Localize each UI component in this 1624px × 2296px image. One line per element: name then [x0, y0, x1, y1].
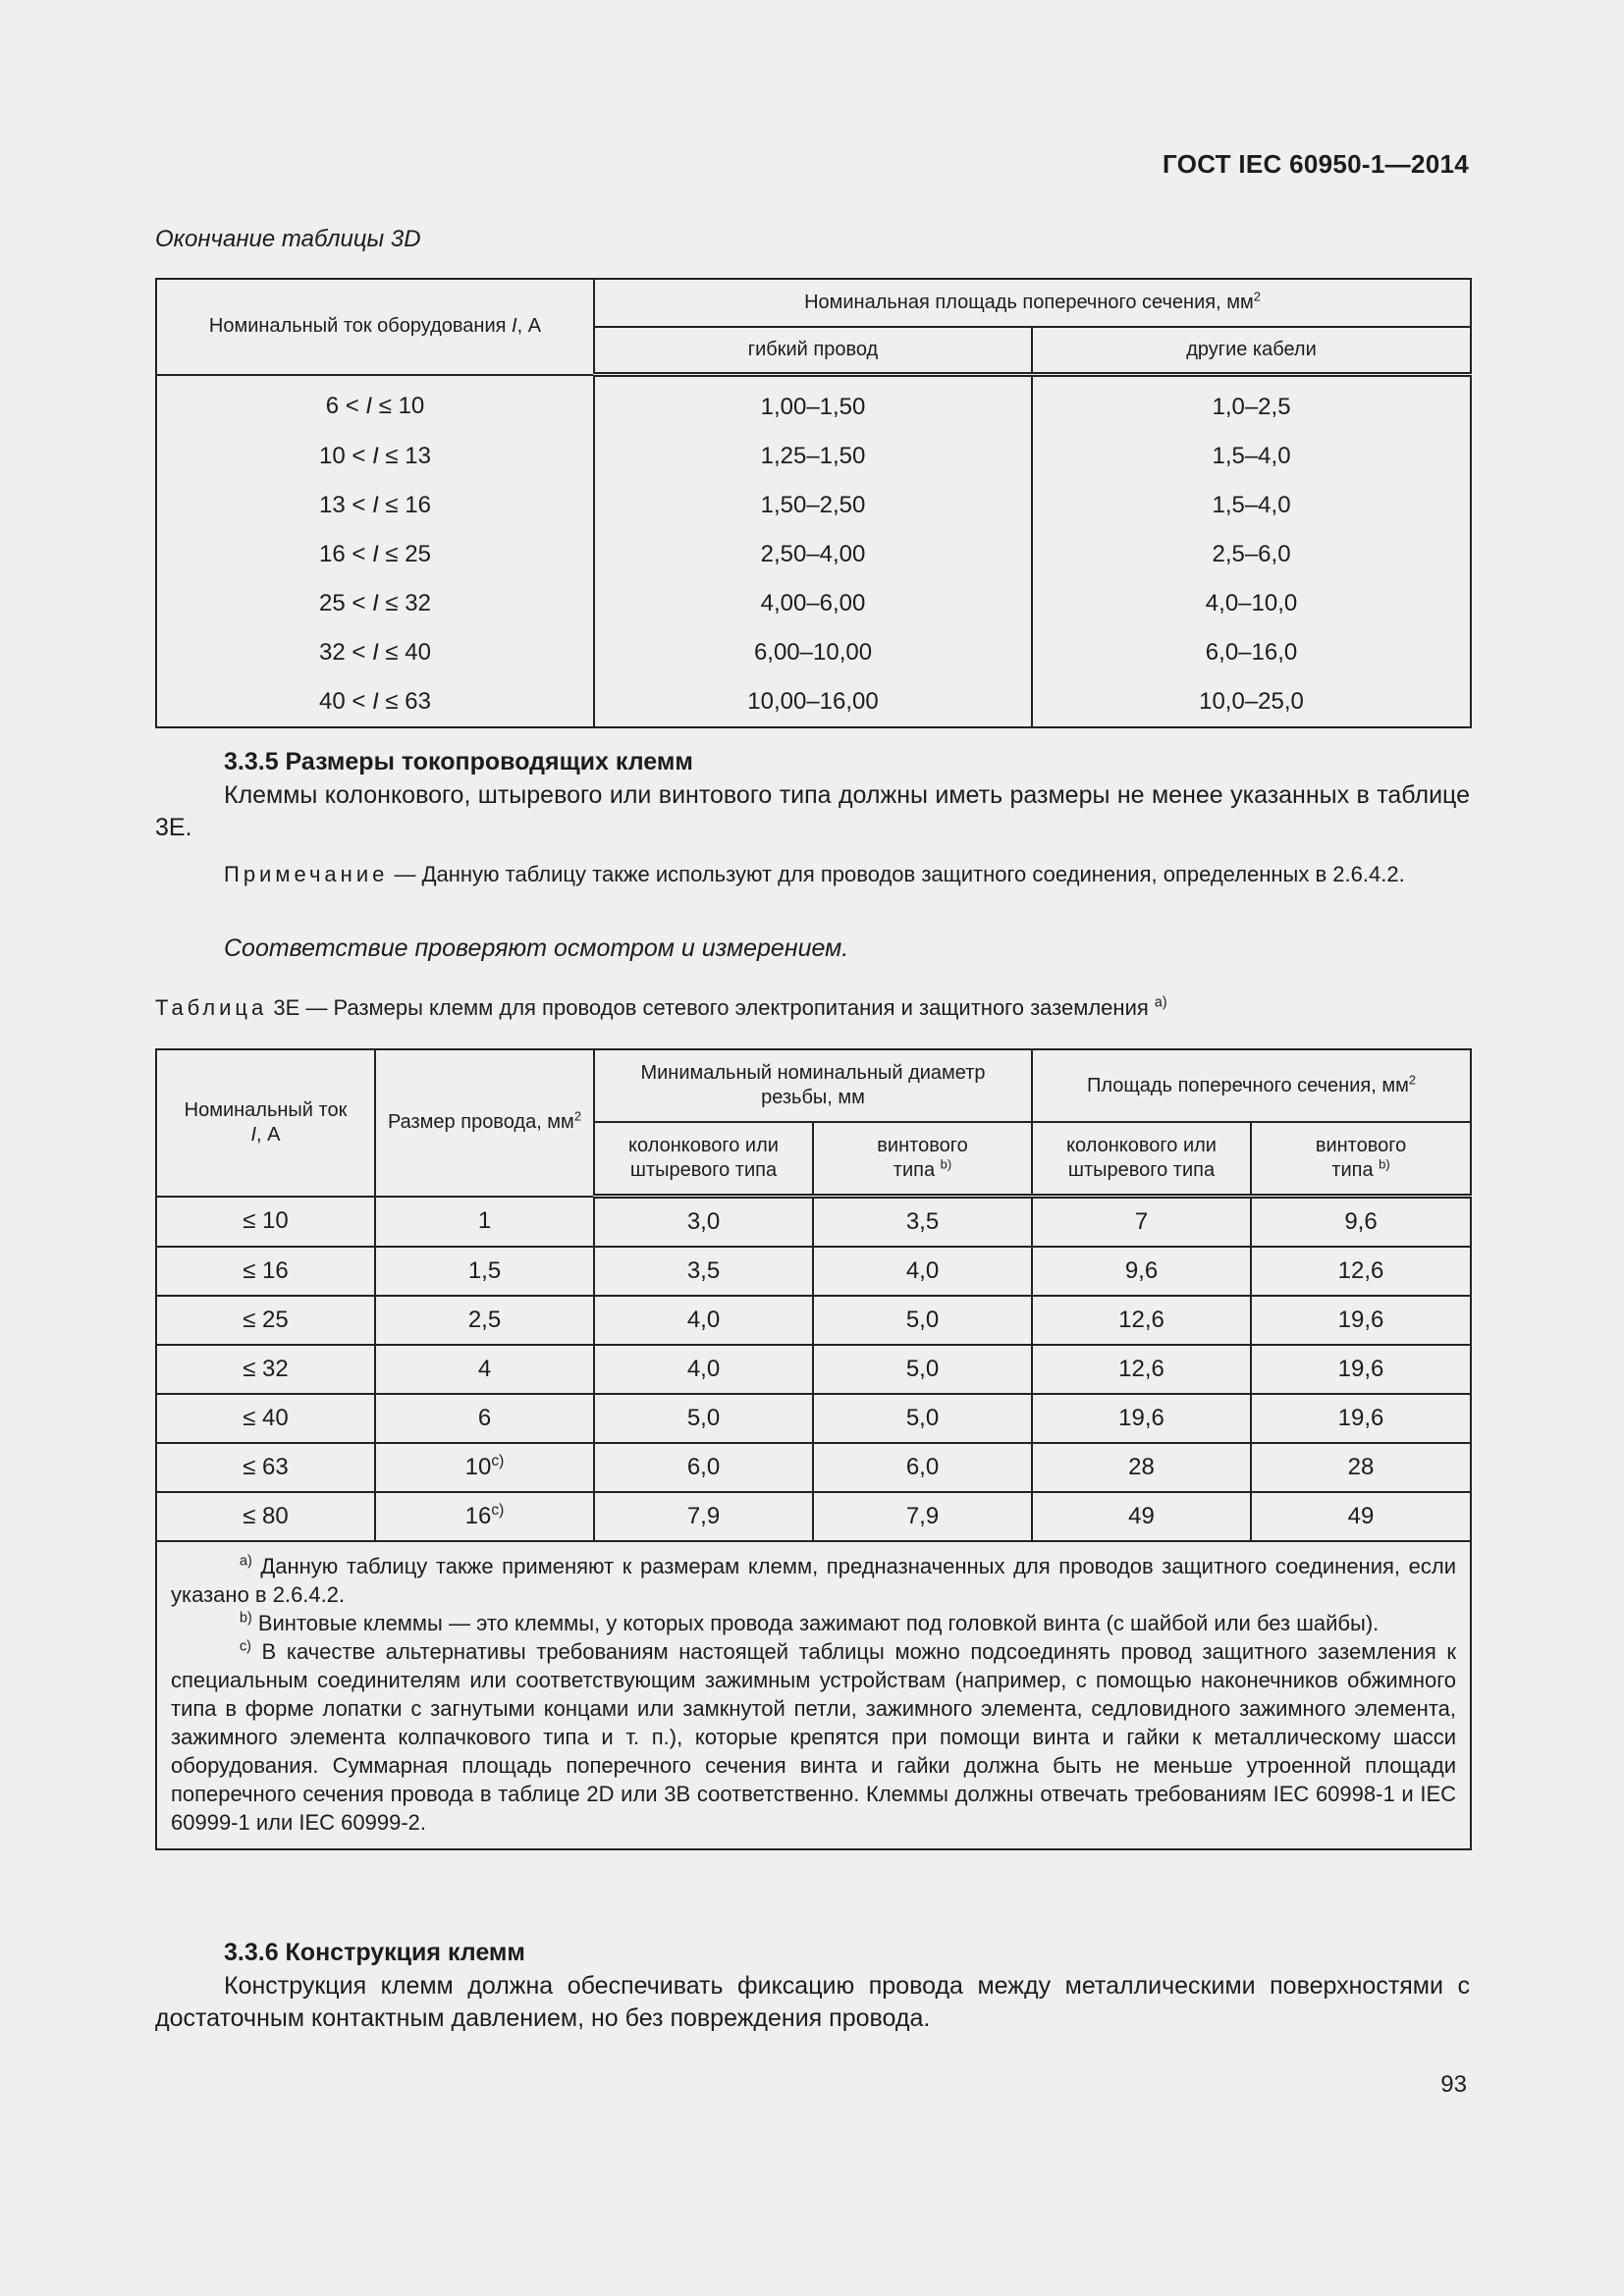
table-row [156, 1296, 1471, 1345]
t3d-header-area: Номинальная площадь поперечного сечения, $мм^2$ [594, 279, 1471, 327]
t3e-cell-area-pillar: 49 [1032, 1492, 1251, 1541]
document-code: ГОСТ IEC 60950-1—2014 [1163, 149, 1469, 179]
t3d-cell-other: 1,5–4,0 [1032, 432, 1471, 481]
t3e-header-area-screw: винтового типа $^{b)}$ [1251, 1122, 1471, 1197]
t3e-cell-wire: 2,5 [375, 1296, 594, 1345]
t3e-cell-area-pillar: 7 [1032, 1197, 1251, 1248]
note-text: — Данную таблицу также используют для проводов защитного соединения, определенных в 2.6.4.2. [388, 862, 1405, 886]
t3e-cell-area-screw: 19,6 [1251, 1394, 1471, 1443]
t3d-cell-other: 4,0–10,0 [1032, 579, 1471, 628]
section-3-3-6-body: Конструкция клемм должна обеспечивать фиксацию провода между металлическими поверхностями с достаточным контактным давлением, но без повреждения провода. [155, 1972, 1470, 2032]
section-3-3-6-heading: 3.3.6 Конструкция клемм [224, 1939, 525, 1966]
table-row [156, 530, 1471, 579]
t3e-cell-current: ≤ 80 [156, 1492, 375, 1541]
t3e-cell-current: ≤ 40 [156, 1394, 375, 1443]
t3e-cell-current: ≤ 25 [156, 1296, 375, 1345]
t3e-cell-current: ≤ 16 [156, 1247, 375, 1296]
t3e-header-thread: Минимальный номинальный диаметр резьбы, мм [594, 1049, 1032, 1122]
t3d-header-current: Номинальный ток оборудования I, А [156, 279, 594, 375]
t3e-cell-thread-pillar: 3,5 [594, 1247, 813, 1296]
table-row [156, 481, 1471, 530]
table-3d-caption: Окончание таблицы 3D [155, 226, 421, 252]
table-row [156, 1197, 1471, 1248]
t3e-cell-thread-screw: 4,0 [813, 1247, 1032, 1296]
table-row [156, 1492, 1471, 1541]
t3d-cell-flexible: 2,50–4,00 [594, 530, 1032, 579]
t3e-cell-area-pillar: 12,6 [1032, 1296, 1251, 1345]
t3e-cell-area-pillar: 12,6 [1032, 1345, 1251, 1394]
t3d-cell-current: 25 < I ≤ 32 [156, 579, 594, 628]
t3e-cell-current: ≤ 10 [156, 1197, 375, 1248]
t3d-cell-flexible: 1,25–1,50 [594, 432, 1032, 481]
page-number: 93 [1440, 2071, 1467, 2098]
table-row [156, 1443, 1471, 1492]
t3e-cell-area-pillar: 28 [1032, 1443, 1251, 1492]
t3e-cell-thread-screw: 5,0 [813, 1345, 1032, 1394]
table-3e-title: Таблица 3Е — Размеры клемм для проводов сетевого электропитания и защитного заземления $^{a)}$ [155, 994, 1167, 1020]
footnote-a: $^{a)}$ Данную таблицу также применяют к размерам клемм, предназначенных для проводов защитного соединения, если указано в 2.6.4.2. [171, 1553, 1457, 1607]
t3d-cell-current: 6 < I ≤ 10 [156, 375, 594, 433]
t3d-cell-flexible: 4,00–6,00 [594, 579, 1032, 628]
t3d-cell-other: 6,0–16,0 [1032, 628, 1471, 677]
t3e-cell-thread-screw: 7,9 [813, 1492, 1032, 1541]
t3e-cell-current: ≤ 32 [156, 1345, 375, 1394]
t3e-header-area-pillar: колонкового или штыревого типа [1032, 1122, 1251, 1197]
t3e-header-thread-pillar: колонкового или штыревого типа [594, 1122, 813, 1197]
t3d-cell-other: 2,5–6,0 [1032, 530, 1471, 579]
t3e-cell-thread-pillar: 4,0 [594, 1345, 813, 1394]
t3d-cell-current: 40 < I ≤ 63 [156, 677, 594, 727]
table-row [156, 677, 1471, 727]
t3d-cell-current: 32 < I ≤ 40 [156, 628, 594, 677]
t3e-cell-thread-screw: 3,5 [813, 1197, 1032, 1248]
t3e-cell-wire: 6 [375, 1394, 594, 1443]
table-3e-footnotes [156, 1541, 1471, 1849]
table-3e [155, 1048, 1472, 1850]
t3e-cell-wire: 4 [375, 1345, 594, 1394]
t3d-cell-other: 1,5–4,0 [1032, 481, 1471, 530]
t3e-cell-thread-pillar: 4,0 [594, 1296, 813, 1345]
t3d-cell-other: 1,0–2,5 [1032, 375, 1471, 433]
t3e-cell-thread-pillar: 7,9 [594, 1492, 813, 1541]
t3e-cell-thread-screw: 5,0 [813, 1394, 1032, 1443]
t3e-cell-wire: 1,5 [375, 1247, 594, 1296]
t3e-cell-area-pillar: 19,6 [1032, 1394, 1251, 1443]
t3d-cell-flexible: 1,00–1,50 [594, 375, 1032, 433]
t3e-cell-current: ≤ 63 [156, 1443, 375, 1492]
t3e-cell-wire: 1 [375, 1197, 594, 1248]
t3e-cell-area-screw: 19,6 [1251, 1296, 1471, 1345]
table-3d [155, 278, 1472, 728]
t3e-cell-area-screw: 49 [1251, 1492, 1471, 1541]
t3e-cell-area-screw: 12,6 [1251, 1247, 1471, 1296]
note-label: Примечание [224, 862, 389, 886]
t3e-cell-area-screw: 19,6 [1251, 1345, 1471, 1394]
t3e-cell-wire: 16$^{c)}$ [375, 1492, 594, 1541]
t3e-cell-area-screw: 28 [1251, 1443, 1471, 1492]
table-row [156, 1247, 1471, 1296]
t3e-header-area: Площадь поперечного сечения, $мм^2$ [1032, 1049, 1471, 1122]
t3d-cell-current: 10 < I ≤ 13 [156, 432, 594, 481]
note [155, 860, 1470, 889]
section-3-3-5-heading: 3.3.5 Размеры токопроводящих клемм [224, 748, 693, 775]
t3e-cell-area-pillar: 9,6 [1032, 1247, 1251, 1296]
t3e-header-thread-screw: винтового типа $^{b)}$ [813, 1122, 1032, 1197]
t3e-cell-thread-pillar: 3,0 [594, 1197, 813, 1248]
t3e-header-wire: Размер провода, $мм^2$ [375, 1049, 594, 1197]
t3e-cell-thread-pillar: 6,0 [594, 1443, 813, 1492]
table-row [156, 1394, 1471, 1443]
t3e-header-current: Номинальный ток I, А [156, 1049, 375, 1197]
t3d-cell-current: 16 < I ≤ 25 [156, 530, 594, 579]
t3d-header-flexible: гибкий провод [594, 327, 1032, 375]
compliance-statement: Соответствие проверяют осмотром и измерением. [224, 934, 849, 962]
t3d-cell-flexible: 6,00–10,00 [594, 628, 1032, 677]
table-row [156, 579, 1471, 628]
table-row [156, 432, 1471, 481]
t3d-cell-flexible: 1,50–2,50 [594, 481, 1032, 530]
t3e-cell-thread-screw: 6,0 [813, 1443, 1032, 1492]
t3d-header-other: другие кабели [1032, 327, 1471, 375]
section-3-3-5-body: Клеммы колонкового, штыревого или винтового типа должны иметь размеры не менее указанных в таблице 3Е. [155, 781, 1470, 841]
table-row [156, 1345, 1471, 1394]
t3e-cell-thread-screw: 5,0 [813, 1296, 1032, 1345]
footnote-c: $^{c)}$ В качестве альтернативы требованиям настоящей таблицы можно подсоединять провод защитного заземления к специальным соединителям или соответствующим зажимным устройствам (например, с помощью наконечников обжимного типа в форме лопатки с загнутыми концами или замкнутой петли, зажимного элемента, седловидного зажимного элемента, зажимного элемента колпачкового типа и т. п.), которые крепятся при помощи винта и гайки к металлическому шасси оборудования. Суммарная площадь поперечного сечения винта и гайки должна быть не меньше утроенной площади поперечного сечения провода в таблице 2D или 3В соответственно. Клеммы должны отвечать требованиям IEC 60998-1 и IEC 60999-1 или IEC 60999-2. [171, 1638, 1457, 1835]
t3e-cell-thread-pillar: 5,0 [594, 1394, 813, 1443]
t3d-cell-other: 10,0–25,0 [1032, 677, 1471, 727]
table-row [156, 375, 1471, 433]
t3d-cell-current: 13 < I ≤ 16 [156, 481, 594, 530]
footnote-b: $^{b)}$ Винтовые клеммы — это клеммы, у которых провода зажимают под головкой винта (с шайбой или без шайбы). [240, 1610, 1380, 1635]
t3d-cell-flexible: 10,00–16,00 [594, 677, 1032, 727]
t3e-cell-wire: 10$^{c)}$ [375, 1443, 594, 1492]
t3e-cell-area-screw: 9,6 [1251, 1197, 1471, 1248]
table-row [156, 628, 1471, 677]
